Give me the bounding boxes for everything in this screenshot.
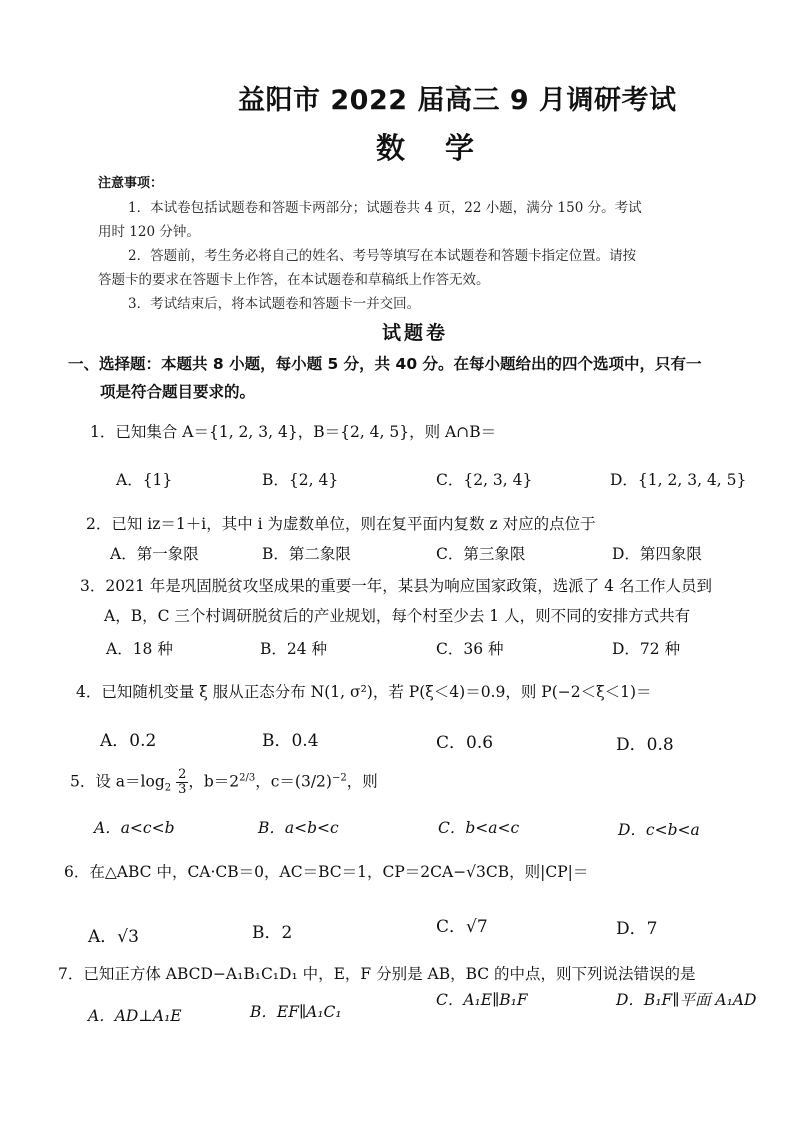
question-2-option-c: C．第三象限 — [436, 545, 526, 563]
subject-title: 数学 — [376, 131, 515, 165]
question-1-stem: 1．已知集合 A＝{1, 2, 3, 4}，B＝{2, 4, 5}，则 A∩B＝ — [90, 423, 497, 441]
q5-b-exponent: 2/3 — [239, 772, 256, 784]
question-7-stem: 7．已知正方体 ABCD−A₁B₁C₁D₁ 中，E，F 分别是 AB，BC 的中点，则下列说法错误的是 — [58, 965, 696, 983]
question-2-option-b: B．第二象限 — [262, 545, 351, 563]
question-5-option-c: C．b<a<c — [438, 819, 520, 837]
question-7-option-b: B．EF∥A₁C₁ — [250, 1003, 342, 1021]
question-7-option-d: D．B₁F∥平面 A₁AD — [616, 991, 757, 1009]
q5-log-base: 2 — [164, 782, 172, 794]
question-4-stem: 4．已知随机变量 ξ 服从正态分布 N(1, σ²)，若 P(ξ＜4)＝0.9，则 P(−2＜ξ＜1)＝ — [76, 683, 652, 701]
notice-line-1: 1．本试卷包括试题卷和答题卡两部分；试题卷共 4 页，22 小题，满分 150 分。考试 — [128, 200, 642, 216]
question-3-option-c: C．36 种 — [436, 640, 504, 658]
question-3-stem-line-2: A，B，C 三个村调研脱贫后的产业规划，每个村至少去 1 人，则不同的安排方式共有 — [104, 607, 691, 625]
question-6-option-d: D．7 — [616, 919, 658, 939]
question-5-option-a: A．a<c<b — [94, 819, 175, 837]
question-3-option-d: D．72 种 — [612, 640, 681, 658]
question-4-option-c: C．0.6 — [436, 733, 494, 753]
notice-line-2: 2．答题前，考生务必将自己的姓名、考号等填写在本试题卷和答题卡指定位置。请按 — [128, 248, 637, 264]
section-title: 试题卷 — [382, 322, 449, 344]
section-intro-line-1: 一、选择题：本题共 8 小题，每小题 5 分，共 40 分。在每小题给出的四个选项中，只有一 — [68, 355, 702, 373]
section-intro-line-2: 项是符合题目要求的。 — [100, 383, 256, 401]
question-5-option-b: B．a<b<c — [258, 819, 339, 837]
notice-line-1b: 用时 120 分钟。 — [98, 224, 200, 240]
question-6-option-a: A．√3 — [88, 927, 139, 947]
notice-line-2b: 答题卡的要求在答题卡上作答，在本试题卷和草稿纸上作答无效。 — [98, 272, 490, 288]
question-7-option-c: C．A₁E∥B₁F — [436, 991, 528, 1009]
question-1-option-d: D．{1, 2, 3, 4, 5} — [610, 471, 747, 489]
question-3-option-a: A．18 种 — [106, 640, 173, 658]
question-4-option-a: A．0.2 — [100, 731, 157, 751]
question-3-option-b: B．24 种 — [260, 640, 328, 658]
q5-c-exponent: −2 — [331, 772, 347, 784]
question-1-option-c: C．{2, 3, 4} — [436, 471, 533, 489]
question-7-option-a: A．AD⊥A₁E — [88, 1007, 182, 1025]
q5-suffix: ，则 — [346, 772, 378, 791]
notice-heading: 注意事项： — [98, 176, 164, 191]
question-1-option-b: B．{2, 4} — [262, 471, 339, 489]
question-4-option-d: D．0.8 — [616, 735, 674, 755]
notice-line-3: 3．考试结束后，将本试题卷和答题卡一并交回。 — [128, 296, 421, 312]
q5-fraction-den: 3 — [178, 782, 187, 797]
question-3-stem-line-1: 3．2021 年是巩固脱贫攻坚成果的重要一年，某县为响应国家政策，选派了 4 名工作人员到 — [80, 577, 712, 595]
question-5-option-d: D．c<b<a — [618, 821, 700, 839]
q5-fraction — [176, 768, 188, 797]
q5-fraction-num: 2 — [178, 767, 187, 782]
question-6-option-b: B．2 — [252, 923, 293, 943]
question-5-stem — [70, 768, 378, 797]
q5-b-part: ，b＝2 — [188, 772, 240, 791]
q5-prefix: 5．设 a＝log — [70, 772, 165, 791]
question-6-option-c: C．√7 — [436, 917, 488, 937]
question-1-option-a: A．{1} — [116, 471, 173, 489]
exam-title: 益阳市 2022 届高三 9 月调研考试 — [238, 85, 677, 116]
q5-c-part: ，c＝(3/2) — [255, 772, 332, 791]
question-4-option-b: B．0.4 — [262, 731, 319, 751]
question-2-option-d: D．第四象限 — [612, 545, 702, 563]
question-2-stem: 2．已知 iz＝1＋i，其中 i 为虚数单位，则在复平面内复数 z 对应的点位于 — [86, 515, 596, 533]
question-6-stem: 6．在△ABC 中，CA·CB＝0，AC＝BC＝1，CP＝2CA−√3CB，则|CP|＝ — [64, 863, 589, 881]
question-2-option-a: A．第一象限 — [110, 545, 199, 563]
